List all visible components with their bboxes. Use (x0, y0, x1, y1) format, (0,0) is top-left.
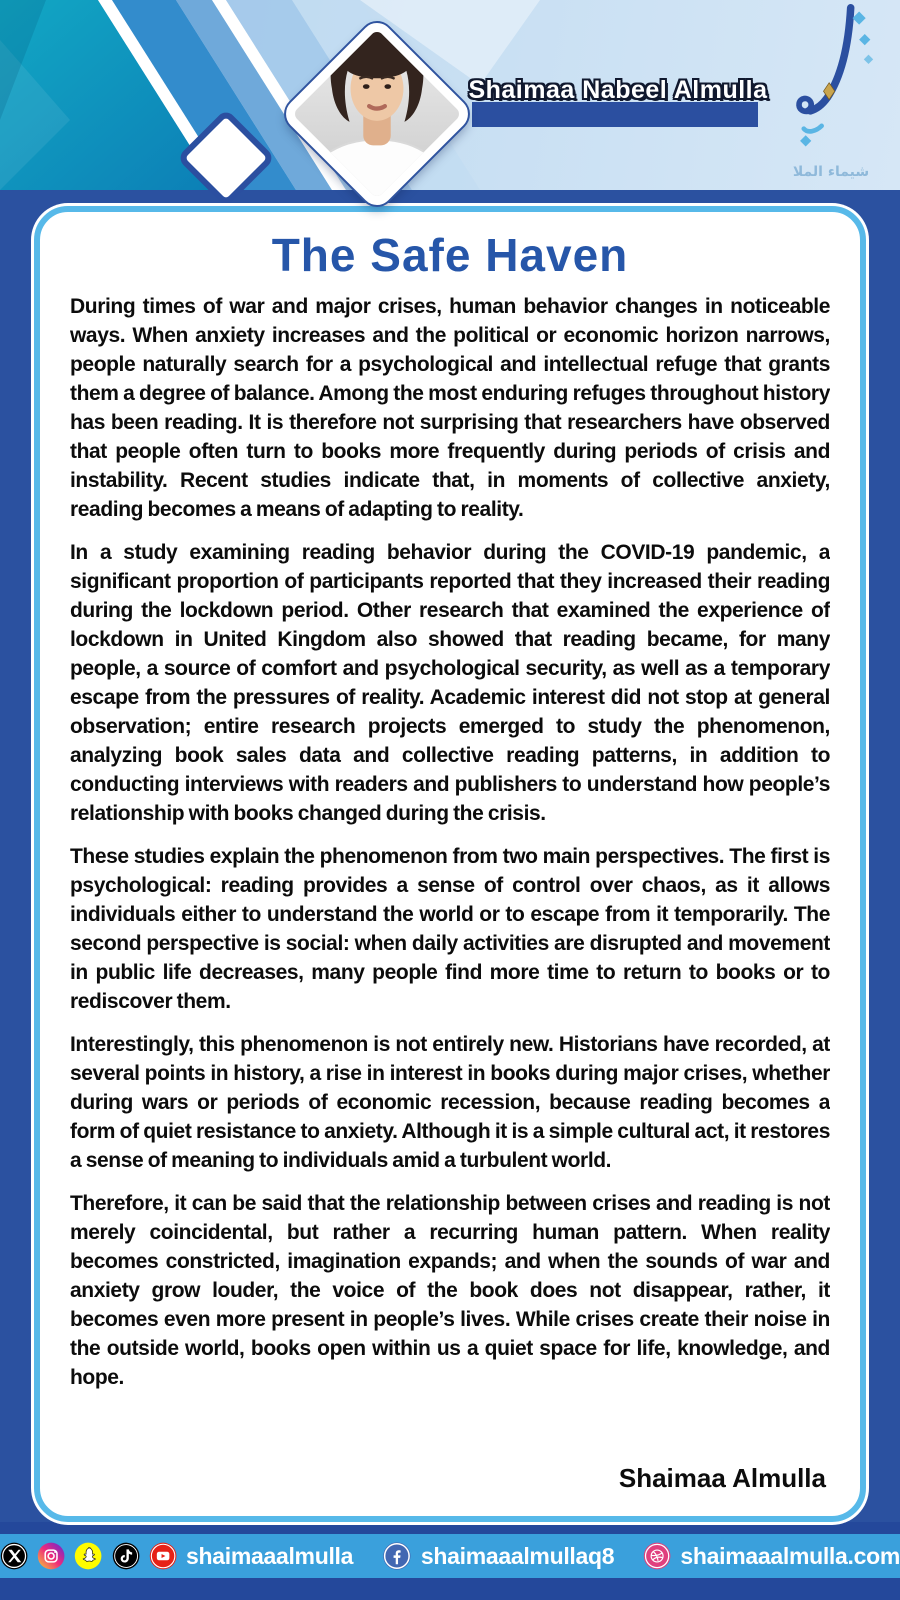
website-url[interactable]: shaimaaalmulla.com (680, 1542, 900, 1569)
brand-logo-arabic: شيماء الملا (792, 164, 870, 180)
instagram-icon[interactable] (37, 1538, 65, 1574)
tiktok-icon[interactable] (112, 1538, 140, 1574)
social-handle[interactable]: shaimaaalmulla (186, 1542, 354, 1569)
author-name: Shaimaa Nabeel Almulla (468, 76, 768, 104)
article-signature: Shaimaa Almulla (618, 1463, 826, 1493)
snapchat-icon[interactable] (74, 1538, 102, 1574)
calligraphy-logo-icon (781, 4, 881, 154)
article-card (34, 206, 866, 1522)
paragraph: During times of war and major crises, human behavior changes in noticeable ways. When anxiety increases and the political or economic horizon narrows, people naturally search for a psychological and intellectual refuge that grants them a degree of balance. Among the most enduring refuges throughout history has been reading. It is therefore not surprising that researchers have observed that people often turn to books more frequently during periods of crisis and instability. Recent studies indicate that, in moments of collective anxiety, reading becomes a means of adapting to reality. (70, 295, 830, 521)
paragraph: These studies explain the phenomenon from two main perspectives. The first is psychological: reading provides a sense of control over chaos, as it allows individuals either to understand the world or to escape from it temporarily. The second perspective is social: when daily activities are disrupted and movement in public life decreases, many people find more time to return to books or to rediscover them. (70, 845, 830, 1013)
facebook-handle[interactable]: shaimaaalmullaq8 (420, 1542, 615, 1569)
dribbble-icon[interactable] (643, 1538, 671, 1574)
paragraph: Interestingly, this phenomenon is not entirely new. Historians have recorded, at several points in history, a rise in interest in books during major crises, whether during wars or periods of economic recession, because reading becomes a form of quiet resistance to anxiety. Although it is a simple cultural act, it restores a sense of meaning to individuals amid a turbulent world. (70, 1033, 830, 1172)
article-body (70, 292, 830, 1457)
footer-band (0, 1534, 900, 1578)
paragraph: In a study examining reading behavior during the COVID-19 pandemic, a significant proportion of participants reported that they increased their reading during the lockdown period. Other research that examined the experience of lockdown in United Kingdom also showed that reading became, for many people, a source of comfort and psychological security, as well as a temporary escape from the pressures of reality. Academic interest did not stop at general observation; entire research projects emerged to study the phenomenon, analyzing book sales data and collective reading patterns, in addition to conducting interviews with readers and publishers to understand how people’s relationship with books changed during the crisis. (70, 541, 830, 825)
paragraph: Therefore, it can be said that the relationship between crises and reading is not merely coincidental, but rather a recurring human pattern. When reality becomes constricted, imagination expands; and when the sounds of war and anxiety grow louder, the voice of the book does not disappear, rather, it becomes even more present in people’s lives. While crises create their noise in the outside world, books open within us a quiet space for life, knowledge, and hope. (70, 1192, 830, 1389)
x-icon[interactable] (0, 1538, 28, 1574)
youtube-icon[interactable] (149, 1538, 177, 1574)
name-underline-bar (472, 102, 758, 127)
author-nameplate (468, 76, 768, 128)
article-title: The Safe Haven (271, 229, 629, 281)
facebook-icon[interactable] (382, 1537, 412, 1575)
brand-logo (776, 4, 886, 188)
